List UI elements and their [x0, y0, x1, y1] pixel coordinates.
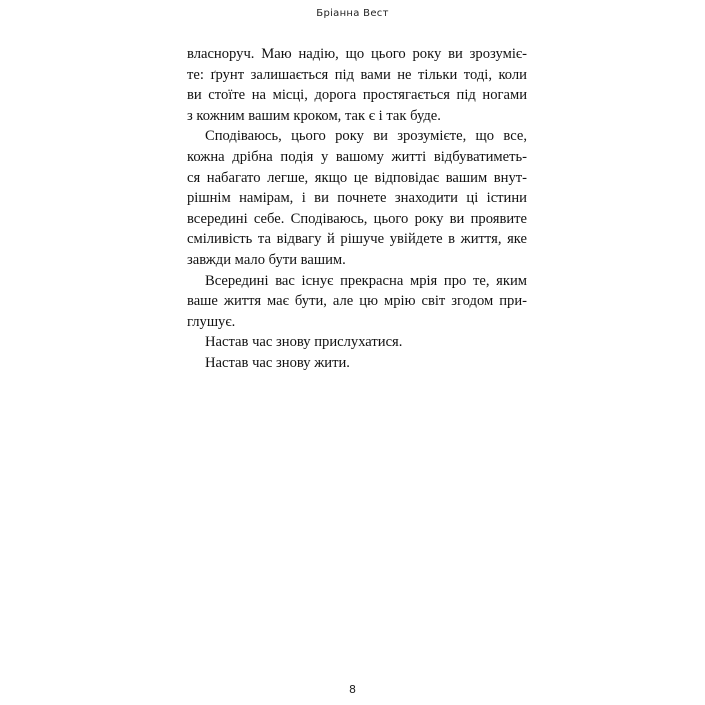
- text-line: з кожним вашим кроком, так є і так буде.: [187, 107, 441, 124]
- text-line: ся набагато легше, якщо це відповідає вашим внут-: [187, 169, 527, 186]
- text-line: Всередині вас існує прекрасна мрія про те, яким: [205, 272, 527, 289]
- text-line: Настав час знову прислухатися.: [205, 334, 403, 351]
- text-line: кожна дрібна подія у вашому житті відбуватиметь-: [187, 148, 527, 165]
- paragraph-3: [187, 271, 527, 333]
- text-line: всередині себе. Сподіваюсь, цього року ви проявите: [187, 210, 527, 227]
- running-header: Бріанна Вест: [316, 8, 389, 19]
- paragraph-5: [187, 353, 527, 374]
- paragraph-1: [187, 44, 527, 126]
- text-line: те: ґрунт залишається під вами не тільки тоді, коли: [187, 66, 527, 83]
- text-line: Настав час знову жити.: [205, 354, 350, 371]
- paragraph-2: [187, 126, 527, 270]
- text-line: рішнім намірам, і ви почнете знаходити ці істини: [187, 190, 527, 207]
- body-text: [187, 44, 527, 374]
- text-line: власноруч. Маю надію, що цього року ви зрозуміє-: [187, 46, 527, 62]
- text-line: Сподіваюсь, цього року ви зрозумієте, що все,: [205, 128, 527, 145]
- page-number: 8: [349, 683, 356, 696]
- text-line: сміливість та відвагу й рішуче увійдете в життя, яке: [187, 231, 527, 248]
- text-line: ви стоїте на місці, дорога простягається під ногами: [187, 87, 527, 104]
- text-line: глушує.: [187, 313, 236, 330]
- text-line: завжди мало бути вашим.: [187, 251, 346, 268]
- paragraph-4: [187, 332, 527, 353]
- text-line: ваше життя має бути, але цю мрію світ згодом при-: [187, 293, 527, 310]
